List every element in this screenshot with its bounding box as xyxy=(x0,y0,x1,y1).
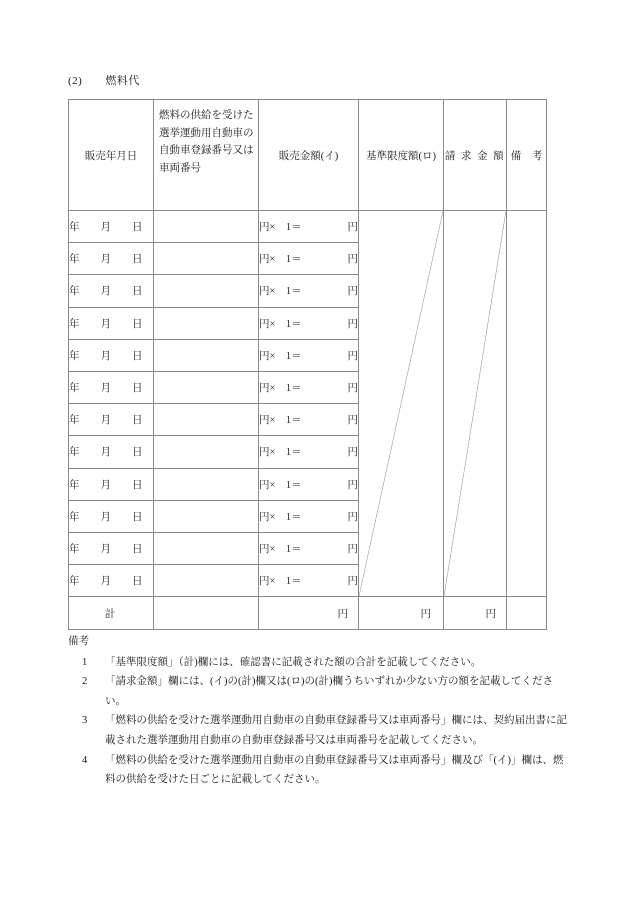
total-sale-amount-cell[interactable]: 円 xyxy=(259,597,359,630)
row-amount-unit: 円 xyxy=(347,318,358,330)
notes-title: 備考 xyxy=(68,636,89,647)
table-row xyxy=(69,211,547,243)
remarks-merged-cell[interactable] xyxy=(507,211,547,597)
row-sale-amount-cell[interactable] xyxy=(259,404,359,436)
row-vehicle-cell[interactable] xyxy=(154,243,259,275)
row-date-cell[interactable]: 年 月 日 xyxy=(69,307,154,339)
row-date-cell[interactable]: 年 月 日 xyxy=(69,275,154,307)
row-date-cell[interactable]: 年 月 日 xyxy=(69,436,154,468)
row-date-cell[interactable]: 年 月 日 xyxy=(69,565,154,597)
row-vehicle-cell[interactable] xyxy=(154,211,259,243)
row-amount-expression: 円× 1＝ xyxy=(259,222,302,234)
notes-section xyxy=(68,632,568,790)
row-amount-unit: 円 xyxy=(347,543,358,555)
row-amount-expression: 円× 1＝ xyxy=(259,479,302,491)
total-remarks-cell[interactable] xyxy=(507,597,547,630)
row-date-cell[interactable]: 年 月 日 xyxy=(69,211,154,243)
section-heading xyxy=(68,72,140,88)
note-number: 1 xyxy=(82,656,88,668)
header-claim-amount: 請 求 金 額 xyxy=(444,100,507,211)
note-item xyxy=(82,653,568,673)
row-amount-unit: 円 xyxy=(347,254,358,266)
total-claim-amount-cell[interactable]: 円 xyxy=(444,597,507,630)
row-vehicle-cell[interactable] xyxy=(154,436,259,468)
row-amount-unit: 円 xyxy=(347,576,358,588)
note-text: 「燃料の供給を受けた選挙運動用自動車の自動車登録番号又は車両番号」欄には、契約届出書に記載された選挙運動用自動車の自動車登録番号又は車両番号を記載してください。 xyxy=(105,715,567,746)
row-vehicle-cell[interactable] xyxy=(154,404,259,436)
row-date-cell[interactable]: 年 月 日 xyxy=(69,500,154,532)
row-sale-amount-cell[interactable] xyxy=(259,565,359,597)
row-sale-amount-cell[interactable] xyxy=(259,371,359,403)
row-date-cell[interactable]: 年 月 日 xyxy=(69,243,154,275)
row-amount-expression: 円× 1＝ xyxy=(259,318,302,330)
fuel-expense-table xyxy=(68,99,547,630)
row-amount-expression: 円× 1＝ xyxy=(259,286,302,298)
note-text: 「燃料の供給を受けた選挙運動用自動車の自動車登録番号又は車両番号」欄及び「(イ)」欄は、燃料の供給を受けた日ごとに記載してください。 xyxy=(105,754,564,786)
row-amount-unit: 円 xyxy=(347,511,358,523)
row-amount-expression: 円× 1＝ xyxy=(259,350,302,362)
diagonal-strike-icon xyxy=(359,211,443,596)
row-date-cell[interactable]: 年 月 日 xyxy=(69,371,154,403)
row-amount-unit: 円 xyxy=(347,222,358,234)
row-vehicle-cell[interactable] xyxy=(154,275,259,307)
row-amount-expression: 円× 1＝ xyxy=(259,383,302,395)
header-standard-limit: 基準限度額(ロ) xyxy=(359,100,444,211)
row-date-cell[interactable]: 年 月 日 xyxy=(69,532,154,564)
total-vehicle-cell[interactable] xyxy=(154,597,259,630)
row-amount-unit: 円 xyxy=(347,479,358,491)
section-title-text: 燃料代 xyxy=(105,75,140,87)
header-sale-amount: 販売金額(イ) xyxy=(259,100,359,211)
note-text: 「基準限度額」（計)欄には、確認書に記載された額の合計を記載してください。 xyxy=(105,656,482,668)
header-sale-date: 販売年月日 xyxy=(69,100,154,211)
row-amount-expression: 円× 1＝ xyxy=(259,415,302,427)
total-row xyxy=(69,597,547,630)
note-item xyxy=(82,672,568,711)
row-sale-amount-cell[interactable] xyxy=(259,307,359,339)
total-standard-limit-cell[interactable]: 円 xyxy=(359,597,444,630)
total-label: 計 xyxy=(69,597,154,630)
diagonal-strike-icon xyxy=(444,211,506,596)
section-number: (2) xyxy=(68,75,83,87)
row-amount-expression: 円× 1＝ xyxy=(259,254,302,266)
claim-amount-merged-cell[interactable] xyxy=(444,211,507,597)
row-amount-unit: 円 xyxy=(347,286,358,298)
row-sale-amount-cell[interactable] xyxy=(259,500,359,532)
standard-limit-merged-cell[interactable] xyxy=(359,211,444,597)
row-vehicle-cell[interactable] xyxy=(154,339,259,371)
note-number: 4 xyxy=(82,754,88,766)
row-vehicle-cell[interactable] xyxy=(154,468,259,500)
row-amount-expression: 円× 1＝ xyxy=(259,511,302,523)
note-number: 3 xyxy=(82,715,88,727)
row-amount-unit: 円 xyxy=(347,415,358,427)
row-vehicle-cell[interactable] xyxy=(154,532,259,564)
row-sale-amount-cell[interactable] xyxy=(259,532,359,564)
row-vehicle-cell[interactable] xyxy=(154,500,259,532)
note-number: 2 xyxy=(82,676,88,688)
row-sale-amount-cell[interactable] xyxy=(259,275,359,307)
row-amount-expression: 円× 1＝ xyxy=(259,576,302,588)
row-amount-unit: 円 xyxy=(347,383,358,395)
row-vehicle-cell[interactable] xyxy=(154,565,259,597)
row-sale-amount-cell[interactable] xyxy=(259,468,359,500)
note-item xyxy=(82,751,568,790)
table-header-row xyxy=(69,100,547,211)
header-remarks: 備 考 xyxy=(507,100,547,211)
row-vehicle-cell[interactable] xyxy=(154,307,259,339)
row-date-cell[interactable]: 年 月 日 xyxy=(69,404,154,436)
header-vehicle-registration: 燃料の供給を受けた選挙運動用自動車の自動車登録番号又は車両番号 xyxy=(154,100,259,211)
row-date-cell[interactable]: 年 月 日 xyxy=(69,339,154,371)
row-date-cell[interactable]: 年 月 日 xyxy=(69,468,154,500)
note-item xyxy=(82,711,568,750)
row-sale-amount-cell[interactable] xyxy=(259,211,359,243)
row-sale-amount-cell[interactable] xyxy=(259,436,359,468)
note-text: 「請求金額」欄には、(イ)の(計)欄又は(ロ)の(計)欄うちいずれか少ない方の額を記載してください。 xyxy=(105,676,553,707)
row-sale-amount-cell[interactable] xyxy=(259,339,359,371)
row-amount-unit: 円 xyxy=(347,350,358,362)
row-sale-amount-cell[interactable] xyxy=(259,243,359,275)
row-amount-expression: 円× 1＝ xyxy=(259,543,302,555)
row-amount-unit: 円 xyxy=(347,447,358,459)
row-amount-expression: 円× 1＝ xyxy=(259,447,302,459)
row-vehicle-cell[interactable] xyxy=(154,371,259,403)
